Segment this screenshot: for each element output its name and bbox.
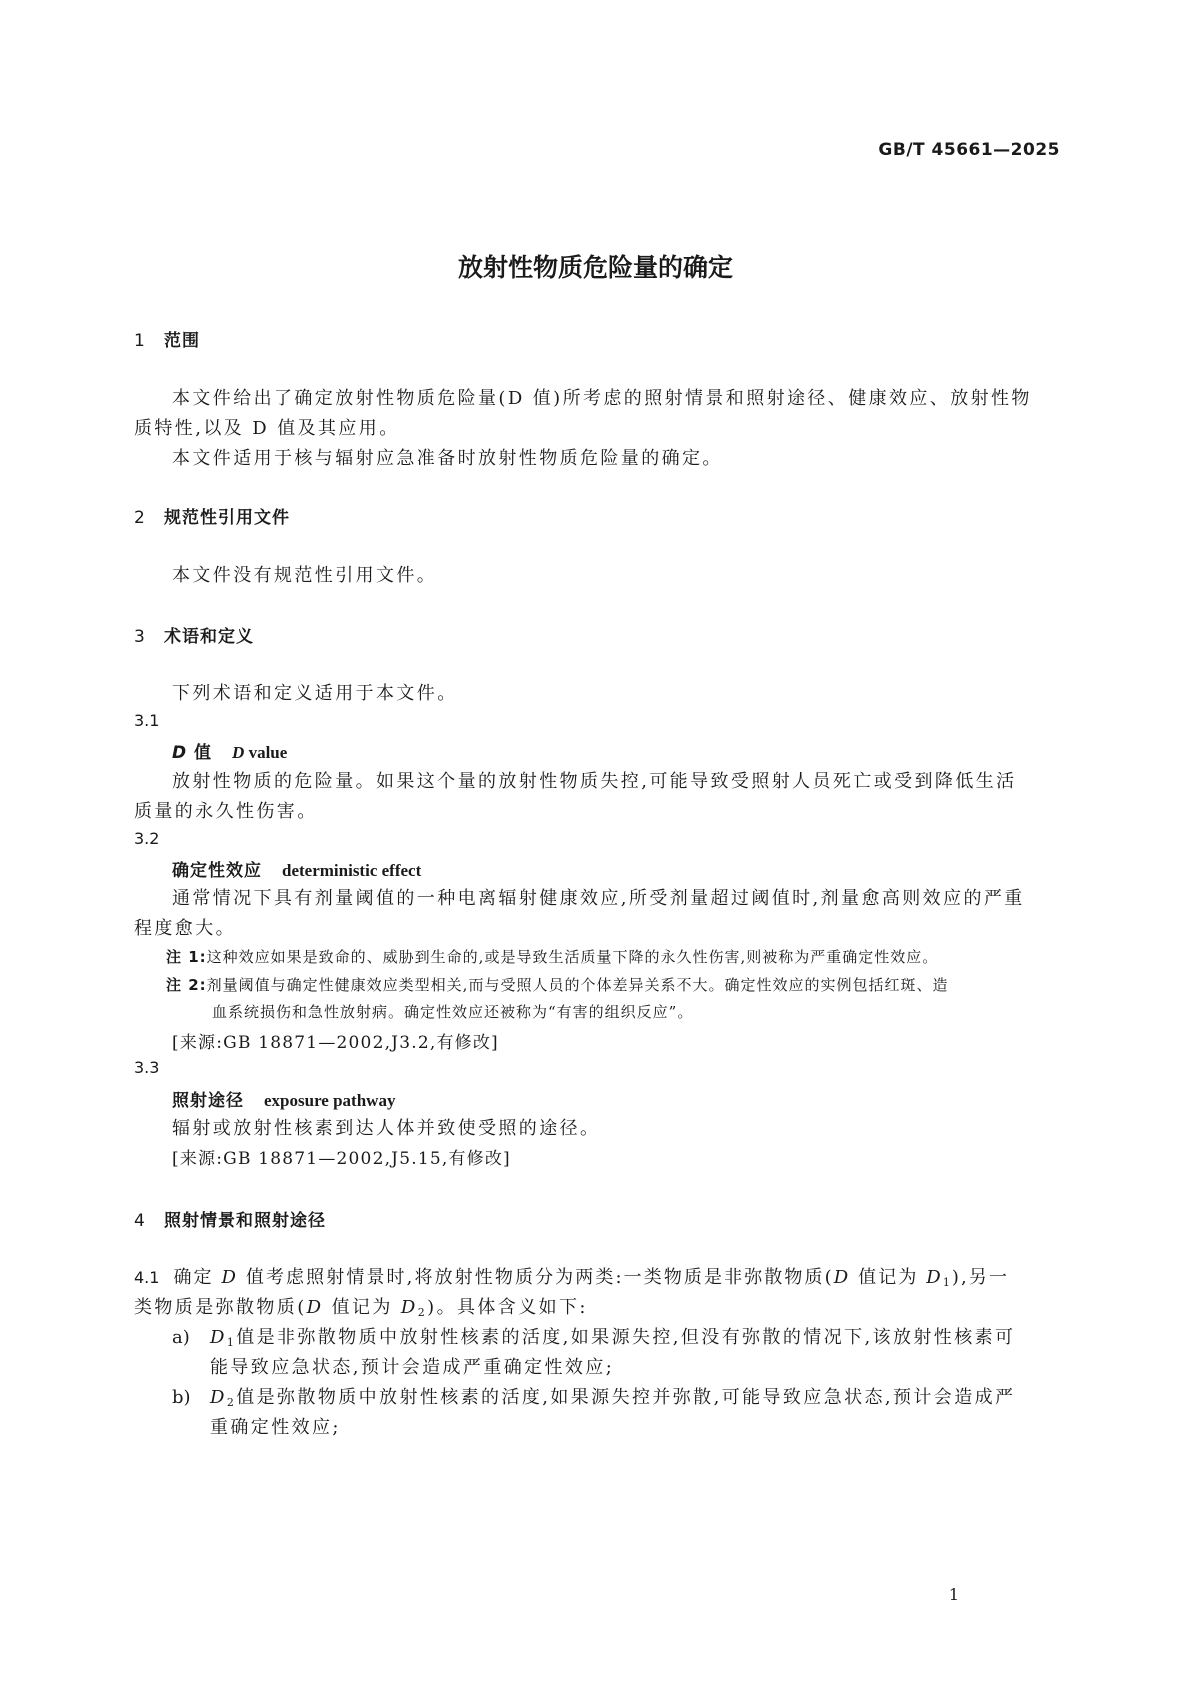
term-number: 3.2 [134,829,160,848]
section-title: 范围 [164,331,200,351]
scope-applicability: 本文件适用于核与辐射应急准备时放射性物质危险量的确定。 [172,448,723,469]
term-heading [172,738,287,763]
section-number: 1 [134,331,146,351]
term-chinese: 确定性效应 [172,861,262,881]
section-number: 3 [134,627,146,647]
list-marker: b) [172,1387,191,1408]
section-4-heading [134,1206,326,1231]
term-source: [来源:GB 18871—2002,J3.2,有修改] [172,1033,499,1053]
section-3-heading [134,622,254,647]
term-definition-line: 辐射或放射性核素到达人体并致使受照的途径。 [172,1118,601,1139]
page-number: 1 [948,1585,959,1604]
term-definition-line: 通常情况下具有剂量阈值的一种电离辐射健康效应,所受剂量超过阈值时,剂量愈高则效应的严重 [172,888,1025,909]
section-title: 规范性引用文件 [164,508,290,528]
section-1-heading [134,326,200,351]
clause-4-1-line: 类物质是弥散物质(D 值记为 $D_2$)。具体含义如下: [134,1297,588,1319]
term-heading [172,856,421,881]
list-item-continuation: 能导致应急状态,预计会造成严重确定性效应; [210,1357,615,1378]
section-number: 2 [134,508,146,528]
section-title: 术语和定义 [164,627,254,647]
normative-references-text: 本文件没有规范性引用文件。 [172,565,438,586]
note-label: 注 1: [166,948,207,966]
note-text: 这种效应如果是致命的、威胁到生命的,或是导致生活质量下降的永久性伤害,则被称为严重确定性效应。 [206,948,939,966]
section-2-heading [134,503,290,528]
term-chinese: D 值 [172,743,213,763]
document-title: 放射性物质危险量的确定 [457,253,733,282]
term-number: 3.3 [134,1058,160,1077]
section-title: 照射情景和照射途径 [164,1211,326,1231]
list-item-a: a) $D_1$值是非弥散物质中放射性核素的活度,如果源失控,但没有弥散的情况下,该放射性核素可 [172,1327,1016,1349]
clause-number: 4.1 [134,1268,160,1287]
note-label: 注 2: [166,976,207,994]
document-id: GB/T 45661—2025 [878,140,1060,160]
note-text-continuation: 血系统损伤和急性放射病。确定性效应还被称为“有害的组织反应”。 [212,1003,694,1021]
term-chinese: 照射途径 [172,1091,244,1111]
term-note-1 [166,946,938,967]
term-definition-line: 放射性物质的危险量。如果这个量的放射性物质失控,可能导致受照射人员死亡或受到降低生活 [172,771,1017,792]
list-item-b: b) $D_2$值是弥散物质中放射性核素的活度,如果源失控并弥散,可能导致应急状态,预计会造成严 [172,1387,1016,1409]
section-number: 4 [134,1211,146,1231]
term-note-2 [166,974,948,995]
term-source: [来源:GB 18871—2002,J5.15,有修改] [172,1149,511,1169]
term-number: 3.1 [134,711,160,730]
scope-paragraph-line: 质特性,以及 D 值及其应用。 [134,418,400,439]
term-english: D value [232,743,288,762]
term-english: deterministic effect [282,861,422,880]
term-english: exposure pathway [264,1091,396,1110]
clause-4-1-line: 4.1 确定 D 值考虑照射情景时,将放射性物质分为两类:一类物质是非弥散物质(D 值记为 $D_1$),另一 [134,1267,1010,1289]
list-item-continuation: 重确定性效应; [210,1417,341,1438]
term-heading [172,1086,395,1111]
term-definition-line: 质量的永久性伤害。 [134,801,318,822]
note-text: 剂量阈值与确定性健康效应类型相关,而与受照人员的个体差异关系不大。确定性效应的实例包括红斑、造 [206,976,949,994]
terms-intro: 下列术语和定义适用于本文件。 [172,683,458,704]
term-definition-line: 程度愈大。 [134,918,236,939]
scope-paragraph-line: 本文件给出了确定放射性物质危险量(D 值)所考虑的照射情景和照射途径、健康效应、放射性物 [172,388,1032,409]
list-marker: a) [172,1327,190,1348]
